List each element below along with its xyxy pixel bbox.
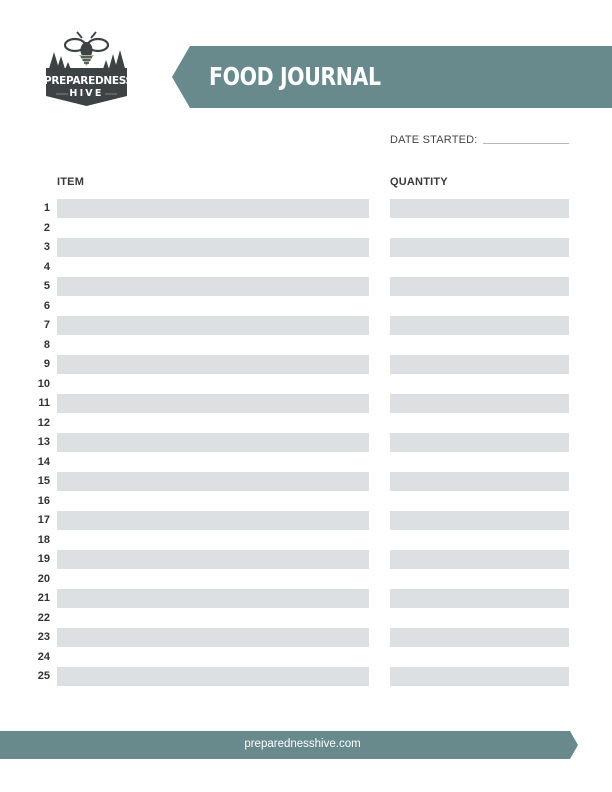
row-number: 4 <box>43 260 50 273</box>
quantity-field[interactable] <box>390 297 569 316</box>
quantity-field[interactable] <box>390 550 569 569</box>
row-number: 24 <box>37 650 50 663</box>
item-field[interactable] <box>57 394 369 413</box>
item-field[interactable] <box>57 238 369 257</box>
title-banner <box>172 46 612 108</box>
row-number: 8 <box>43 338 50 351</box>
item-field[interactable] <box>57 316 369 335</box>
table-row <box>0 258 612 278</box>
table-row <box>0 492 612 512</box>
quantity-field[interactable] <box>390 355 569 374</box>
table-row <box>0 531 612 551</box>
quantity-field[interactable] <box>390 453 569 472</box>
row-number: 22 <box>37 611 50 624</box>
quantity-field[interactable] <box>390 472 569 491</box>
table-row <box>0 570 612 590</box>
item-field[interactable] <box>57 667 369 686</box>
row-number: 7 <box>43 319 50 331</box>
logo-text-primary: PREPAREDNESS <box>44 75 133 87</box>
brand-logo <box>44 30 133 110</box>
table-row <box>0 667 612 687</box>
row-number: 9 <box>43 358 50 370</box>
quantity-field[interactable] <box>390 433 569 452</box>
row-number: 2 <box>43 221 50 234</box>
table-row <box>0 589 612 609</box>
row-number: 19 <box>37 553 50 565</box>
table-row <box>0 238 612 258</box>
quantity-field[interactable] <box>390 336 569 355</box>
quantity-field[interactable] <box>390 219 569 238</box>
table-row <box>0 219 612 239</box>
row-number: 10 <box>37 377 50 390</box>
row-number: 20 <box>37 572 50 585</box>
row-number: 14 <box>37 455 50 468</box>
quantity-field[interactable] <box>390 238 569 257</box>
row-number: 13 <box>37 436 50 448</box>
logo-text-secondary: HIVE <box>69 88 104 99</box>
row-number: 25 <box>37 670 50 682</box>
quantity-field[interactable] <box>390 589 569 608</box>
item-field[interactable] <box>57 375 369 394</box>
table-row <box>0 433 612 453</box>
item-field[interactable] <box>57 199 369 218</box>
item-field[interactable] <box>57 277 369 296</box>
item-field[interactable] <box>57 355 369 374</box>
row-number: 15 <box>37 475 50 487</box>
quantity-field[interactable] <box>390 199 569 218</box>
quantity-field[interactable] <box>390 394 569 413</box>
table-row <box>0 277 612 297</box>
row-number: 1 <box>43 202 50 214</box>
page-title: FOOD JOURNAL <box>209 62 381 91</box>
row-number: 17 <box>37 514 50 526</box>
item-field[interactable] <box>57 297 369 316</box>
table-row <box>0 511 612 531</box>
item-field[interactable] <box>57 628 369 647</box>
table-row <box>0 355 612 375</box>
table-row <box>0 297 612 317</box>
quantity-field[interactable] <box>390 316 569 335</box>
quantity-field[interactable] <box>390 628 569 647</box>
table-row <box>0 628 612 648</box>
item-field[interactable] <box>57 609 369 628</box>
footer-website: preparednesshive.com <box>244 738 361 750</box>
table-row <box>0 375 612 395</box>
table-row <box>0 453 612 473</box>
table-row <box>0 414 612 434</box>
item-field[interactable] <box>57 570 369 589</box>
quantity-field[interactable] <box>390 258 569 277</box>
item-field[interactable] <box>57 550 369 569</box>
table-row <box>0 648 612 668</box>
row-number: 3 <box>43 241 50 253</box>
item-field[interactable] <box>57 336 369 355</box>
column-header-quantity: QUANTITY <box>390 176 448 188</box>
quantity-field[interactable] <box>390 570 569 589</box>
item-field[interactable] <box>57 453 369 472</box>
item-field[interactable] <box>57 589 369 608</box>
journal-rows <box>0 199 612 687</box>
item-field[interactable] <box>57 414 369 433</box>
item-field[interactable] <box>57 511 369 530</box>
table-row <box>0 394 612 414</box>
row-number: 16 <box>37 494 50 507</box>
quantity-field[interactable] <box>390 492 569 511</box>
footer-banner <box>0 731 578 759</box>
quantity-field[interactable] <box>390 375 569 394</box>
quantity-field[interactable] <box>390 648 569 667</box>
row-number: 23 <box>37 631 50 643</box>
table-row <box>0 336 612 356</box>
quantity-field[interactable] <box>390 609 569 628</box>
date-started-label: DATE STARTED: <box>390 134 478 146</box>
item-field[interactable] <box>57 492 369 511</box>
quantity-field[interactable] <box>390 277 569 296</box>
row-number: 18 <box>37 533 50 546</box>
item-field[interactable] <box>57 472 369 491</box>
row-number: 21 <box>37 592 50 604</box>
table-row <box>0 609 612 629</box>
row-number: 6 <box>43 299 50 312</box>
quantity-field[interactable] <box>390 667 569 686</box>
item-field[interactable] <box>57 219 369 238</box>
quantity-field[interactable] <box>390 414 569 433</box>
item-field[interactable] <box>57 648 369 667</box>
table-row <box>0 550 612 570</box>
row-number: 5 <box>43 280 50 292</box>
item-field[interactable] <box>57 531 369 550</box>
table-row <box>0 199 612 219</box>
table-row <box>0 316 612 336</box>
quantity-field[interactable] <box>390 531 569 550</box>
column-header-item: ITEM <box>57 176 85 188</box>
date-started-field[interactable] <box>483 143 569 144</box>
row-number: 11 <box>38 397 50 409</box>
item-field[interactable] <box>57 258 369 277</box>
item-field[interactable] <box>57 433 369 452</box>
table-row <box>0 472 612 492</box>
quantity-field[interactable] <box>390 511 569 530</box>
row-number: 12 <box>37 416 50 429</box>
